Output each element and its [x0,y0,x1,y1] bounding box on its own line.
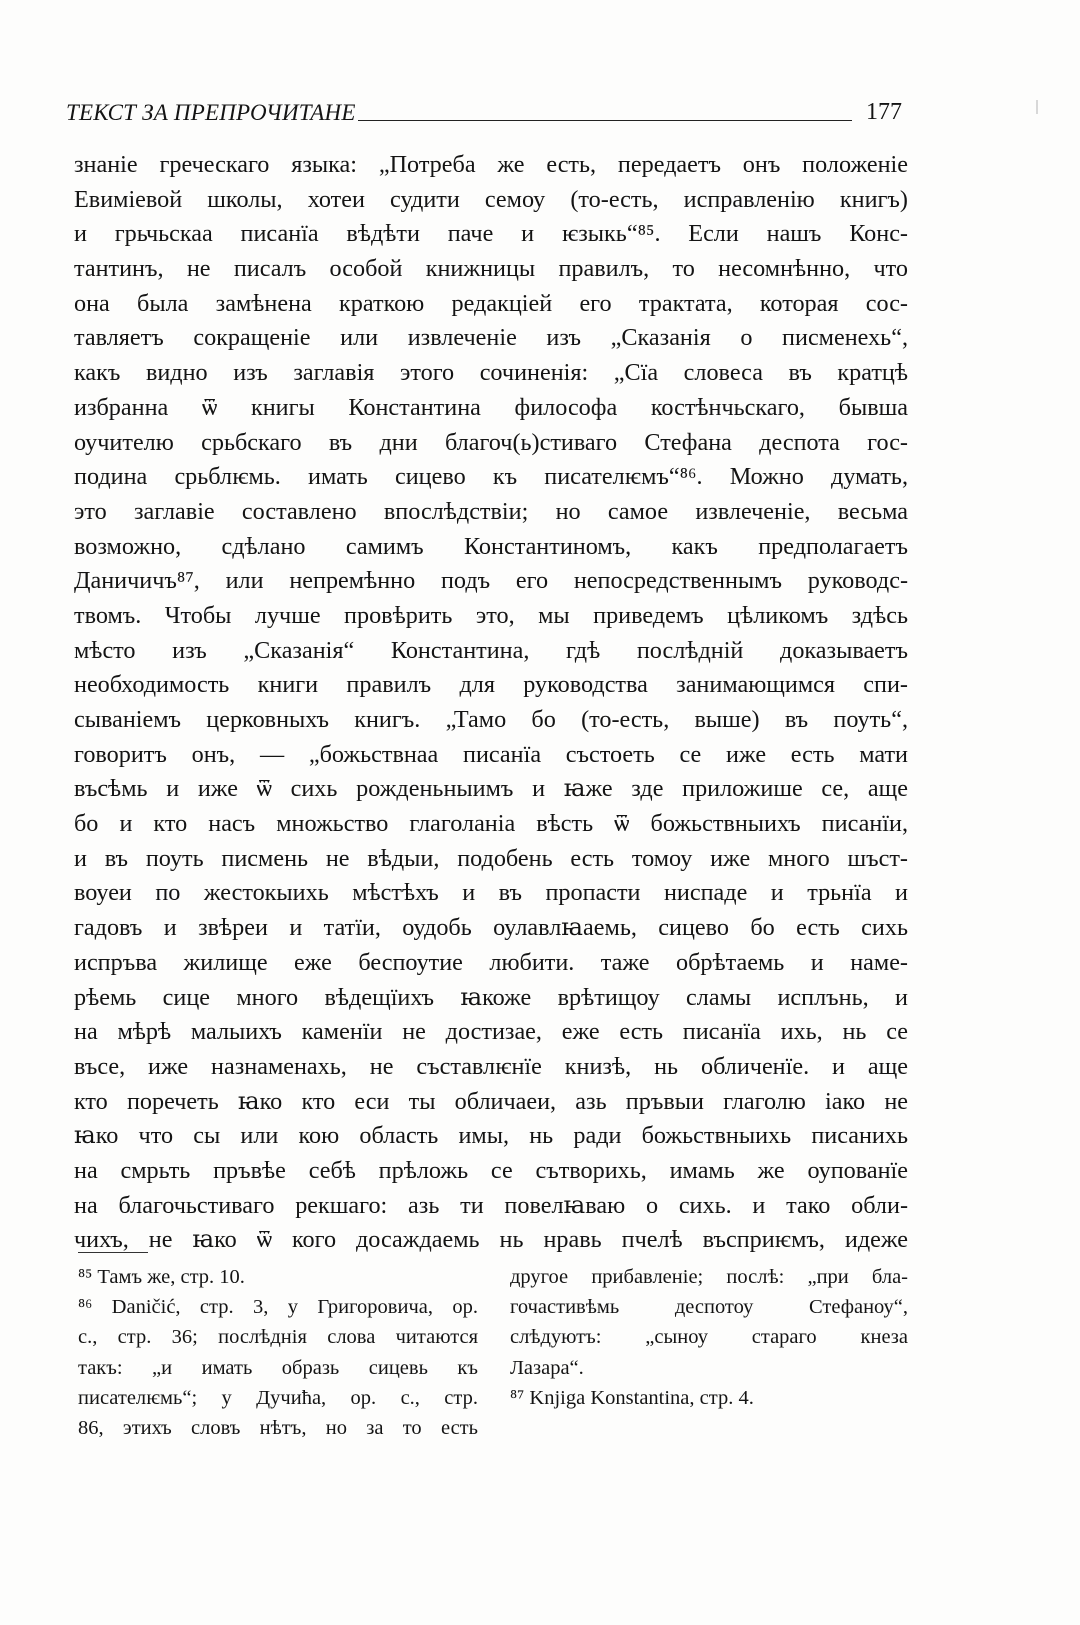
running-title: ТЕКСТ ЗА ПРЕПРОЧИТАНЕ [66,100,356,125]
footnote-85: ⁸⁵ Тамъ же, стр. 10. [78,1266,245,1288]
footnotes-right-column [510,1262,908,1413]
text-line: ꙗко что сы или кою область имы, нь ради божьствныихь писаниxь [74,1122,908,1150]
footnote-rule [78,1252,148,1253]
text-line: мѣсто изъ „Сказанія“ Константина, гдѣ послѣдній доказываетъ [74,636,908,664]
text-line: это заглавіе составлено впослѣдствіи; но самое извлеченіе, весьма [74,497,908,525]
text-line: тантинъ, не писалъ особой книжницы правилъ, то несомнѣнно, что [74,255,908,283]
footnote-86-continued: гочастивѣмь деспотоу Стефаноу“, [510,1296,908,1319]
text-line: тавляетъ сокращеніе или извлеченіе изъ „Сказанія о писменехь“, [74,324,908,352]
text-line: въсе, иже назнаменахь, не съставлѥнїе книзѣ, нь обличенїе. и аще [74,1052,908,1080]
text-line: воуеи по жестокыихь мѣстѣхъ и въ пропасти ниспаде и трьнїа и [74,879,908,907]
footnote-86-continued: слѣдуютъ: „сыноу стараго кнеза [510,1326,908,1349]
text-line: избранна ѿ книгы Константина философа костѣнчьскаго, бывша [74,393,908,421]
text-line: и въ поуть писмень не вѣдыи, подобень есть томоу иже много шъст- [74,844,908,872]
page-header [66,90,902,124]
text-line: твомъ. Чтобы лучше провѣрить это, мы приведемъ цѣликомъ здѣсь [74,601,908,629]
text-line: оучителю срьбскаго въ дни благоч(ь)стиваго Стефана деспота гос- [74,428,908,456]
text-line: сываніемъ церковныхъ книгъ. „Тамо бо (то-есть, выше) въ поуть“, [74,706,908,733]
footnote-86-continued: Лазара“. [510,1356,584,1379]
footnote-86-continued: другое прибавленіе; послѣ: „при бла- [510,1266,908,1288]
text-line: подина срьблѥмь. имать сицево къ писателѥмъ“⁸⁶. Можно думать, [74,463,908,491]
text-line: возможно, сдѣлано самимъ Константиномъ, какъ предполагаетъ [74,532,908,560]
main-text [74,148,908,1258]
text-line: она была замѣнена краткою редакціей его трактата, которая сос- [74,289,908,317]
text-line: на благочьстиваго рекшаго: азь ти повелꙗваю о сихь. и тако обли- [74,1191,908,1219]
footnote-86-line: писателѥмь“; у Дучића, op. c., стр. [78,1386,478,1409]
text-line: знаніе греческаго языка: „Потреба же есть, передаетъ онъ положеніе [74,151,908,178]
text-line: Евиміевой школы, хотеи судити семоу (то-есть, исправленію книгъ) [74,185,908,213]
text-line: чихъ, не ꙗко ѿ кого досаждаемь нь нравь пчелѣ въсприѥмъ, идеже [74,1226,908,1254]
text-line: рѣемь сице много вѣдещїихъ ꙗкоже врѣтищоу сламы исплънь, и [74,983,908,1011]
footnote-87: ⁸⁷ Knjiga Konstantina, стр. 4. [510,1386,754,1409]
footnote-86-line: 86, этихъ словъ нѣтъ, но за то есть [78,1416,478,1439]
text-line: и грьчьскаа писанїа вѣдѣти паче и ѥзыкь“⁸⁵. Если нашъ Конс- [74,220,908,248]
text-line: необходимость книги правилъ для руководства занимающимся спи- [74,671,908,699]
text-line: гадовъ и звѣреи и татїи, оудобь оулавлꙗаемь, сицево бо есть сихь [74,914,908,942]
text-line: кто поречеть ꙗко кто еси ты обличаеи, азь пръвыи глаголю іако не [74,1087,908,1115]
text-line: на мѣрѣ малыихъ каменїи не достизае, еже есть писанїа ихь, нь се [74,1018,908,1046]
text-line: на смрьть пръвѣе себѣ прѣложь се сътворихь, имамь же оупованїе [74,1156,908,1184]
scan-edge-mark [1036,100,1038,114]
text-line: испръва жилище еже беспоутие любити. таже обрѣтаемь и наме- [74,948,908,976]
footnotes-left-column [78,1262,478,1443]
text-line: бо и кто насъ множьство глаголаніа вѣсть ѿ божьствныихъ писанїи, [74,810,908,838]
footnote-86-line: ⁸⁶ Daničić, стр. 3, у Григоровича, op. [78,1296,478,1319]
footnote-86-line: такъ: „и имать образь сицевь къ [78,1356,478,1379]
text-line: въсѣмь и иже ѿ сихь рожденьныимъ и ꙗже зде приложише се, аще [74,775,908,803]
text-line: Даничичъ⁸⁷, или непремѣнно подъ его непосредственнымъ руководс- [74,567,908,595]
page-number: 177 [866,99,902,125]
footnote-86-line: c., стр. 36; послѣднія слова читаются [78,1326,478,1349]
text-line: какъ видно изъ заглавія этого сочиненія: „Сїа словеса въ кратцѣ [74,359,908,387]
text-line: говоритъ онъ, — „божьствнаа писанїа състоеть се иже есть мати [74,740,908,768]
header-rule [358,120,852,121]
